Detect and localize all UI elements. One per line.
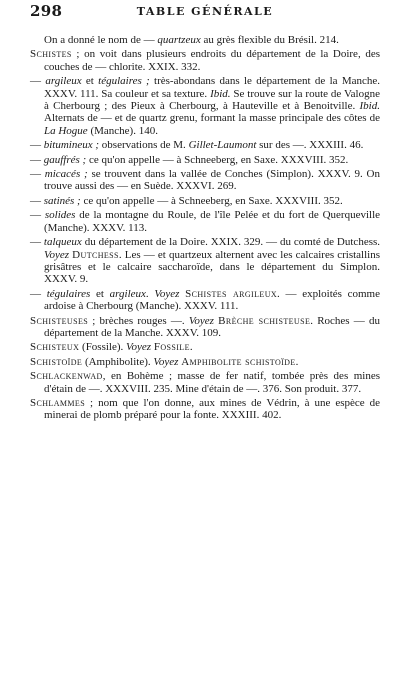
entry-text: (Amphibolite).: [82, 355, 154, 368]
italic-text: Voyez: [126, 341, 152, 354]
small-caps-term: Schistes: [30, 48, 72, 61]
entry-text: —: [30, 168, 45, 181]
index-entry: [30, 154, 380, 166]
italic-text: Gillet-Laumont: [188, 139, 257, 152]
running-header: [30, 0, 380, 34]
italic-text: Ibid.: [210, 87, 231, 100]
small-caps-term: Schistes argileux: [185, 287, 278, 300]
entry-text: (Fossile).: [79, 341, 127, 354]
index-entry: [30, 34, 380, 46]
small-caps-term: Fossile: [153, 341, 190, 354]
index-entries: [30, 34, 380, 422]
entry-text: et: [90, 287, 110, 300]
small-caps-term: Schlackenwad: [30, 370, 103, 383]
small-caps-term: Amphibolite schistoïde: [181, 355, 296, 368]
entry-text: .: [145, 287, 155, 300]
italic-text: Voyez: [153, 355, 179, 368]
entry-text: . Roches — du département de la Manche. XXXV. 109.: [44, 314, 380, 339]
small-caps-term: Schisteuses: [30, 314, 89, 327]
entry-text: .: [295, 355, 299, 368]
italic-text: quartzeux: [157, 34, 201, 46]
entry-text: —: [30, 139, 44, 152]
index-entry: [30, 195, 380, 207]
entry-text: de la montagne du Roule, de l'île Pelée et du fort de Querqueville (Manche). XXXV. 113.: [44, 209, 381, 234]
entry-text: .: [189, 341, 193, 354]
entry-text: , en Bohème ; masse de fer natif, tombée près des mines d'étain de —. XXXVIII. 235. Mine d'étain de —. 376. Son produit. 377.: [44, 370, 380, 395]
entry-text: observations de M.: [99, 139, 189, 152]
entry-text: ; on voit dans plusieurs endroits du département de la Doire, des couches de — chlorite. XXIX. 332.: [44, 48, 380, 73]
entry-text: ; brèches rouges —.: [88, 314, 189, 327]
index-entry: [30, 288, 380, 313]
index-entry: [30, 48, 380, 73]
entry-text: —: [30, 153, 44, 166]
italic-text: solides: [44, 209, 76, 222]
index-entry: [30, 341, 380, 353]
entry-text: et: [81, 75, 99, 88]
entry-text: . — exploités comme ardoise à Cherbourg (Manche). XXXV. 111.: [44, 287, 380, 313]
italic-text: gauffrés ;: [43, 153, 87, 166]
entry-text: —: [30, 236, 44, 249]
index-entry: [30, 236, 380, 286]
italic-text: argileux: [45, 75, 82, 88]
entry-text: se trouvent dans la vallée de Conches (Simplon). XXXV. 9. On trouve aussi des — en Suède. XXXVI. 269.: [44, 168, 380, 193]
italic-text: argileux: [109, 287, 146, 300]
index-entry: [30, 209, 380, 234]
entry-text: —: [30, 209, 45, 222]
entry-text: ce qu'on appelle — à Schneeberg, en Saxe. XXXVIII. 352.: [86, 153, 349, 166]
running-title: TABLE GÉNÉRALE: [136, 5, 274, 18]
italic-text: micacés ;: [44, 168, 88, 181]
index-entry: [30, 75, 380, 137]
page-number: 298: [30, 2, 63, 20]
entry-text: Se trouve sur la route de Valogne à Cherbourg ; des Pieux à Cherbourg, à Hauteville et à Benoitville.: [44, 87, 380, 113]
index-entry: [30, 356, 380, 368]
entry-text: —: [30, 75, 46, 88]
small-caps-term: Schlammes: [30, 396, 86, 409]
italic-text: tégulaires: [46, 287, 91, 300]
italic-text: Voyez: [154, 287, 180, 300]
entry-text: —: [30, 287, 47, 300]
small-caps-term: Schistoïde: [30, 355, 83, 368]
small-caps-term: Dutchess: [72, 248, 119, 261]
index-entry: [30, 168, 380, 193]
index-entry: [30, 397, 380, 422]
index-entry: [30, 315, 380, 340]
entry-text: ce qu'on appelle — à Schneeberg, en Saxe. XXXVIII. 352.: [80, 194, 343, 207]
index-entry: [30, 139, 380, 151]
entry-text: On a donné le nom de —: [44, 34, 158, 46]
entry-text: du département de la Doire. XXIX. 329. — du comté de Dutchess.: [81, 236, 381, 249]
italic-text: Voyez: [188, 314, 214, 327]
entry-text: sur des —. XXXIII. 46.: [256, 139, 364, 152]
italic-text: Voyez: [44, 248, 70, 261]
italic-text: talqueux: [43, 236, 82, 249]
italic-text: satinés ;: [43, 194, 81, 207]
entry-text: (Manche). 140.: [87, 124, 158, 137]
entry-text: —: [30, 194, 44, 207]
small-caps-term: Schisteux: [30, 341, 80, 354]
small-caps-term: Brèche schisteuse: [218, 314, 311, 327]
index-entry: [30, 370, 380, 395]
entry-text: Alternats de — et de quartz grenu, formant la masse principale des côtes de: [44, 112, 380, 125]
italic-text: La Hogue: [44, 124, 88, 137]
italic-text: bitumineux ;: [43, 139, 100, 152]
italic-text: Ibid.: [359, 100, 380, 113]
entry-text: ; nom que l'on donne, aux mines de Védrin, à une espèce de minerai de plomb préparé pour la fonte. XXXIII. 402.: [44, 396, 380, 422]
italic-text: tégulaires ;: [98, 75, 150, 88]
entry-text: au grès flexible du Brésil. 214.: [200, 34, 339, 46]
entry-text: très-abondans dans le département de la Manche. XXXV. 111. Sa couleur et sa texture.: [44, 75, 381, 100]
entry-text: . Les — et quartzeux alternent avec les calcaires cristallins grisâtres et le calcaire saccharoïde, dans le département du Simplon. XXXV. 9.: [44, 248, 380, 286]
